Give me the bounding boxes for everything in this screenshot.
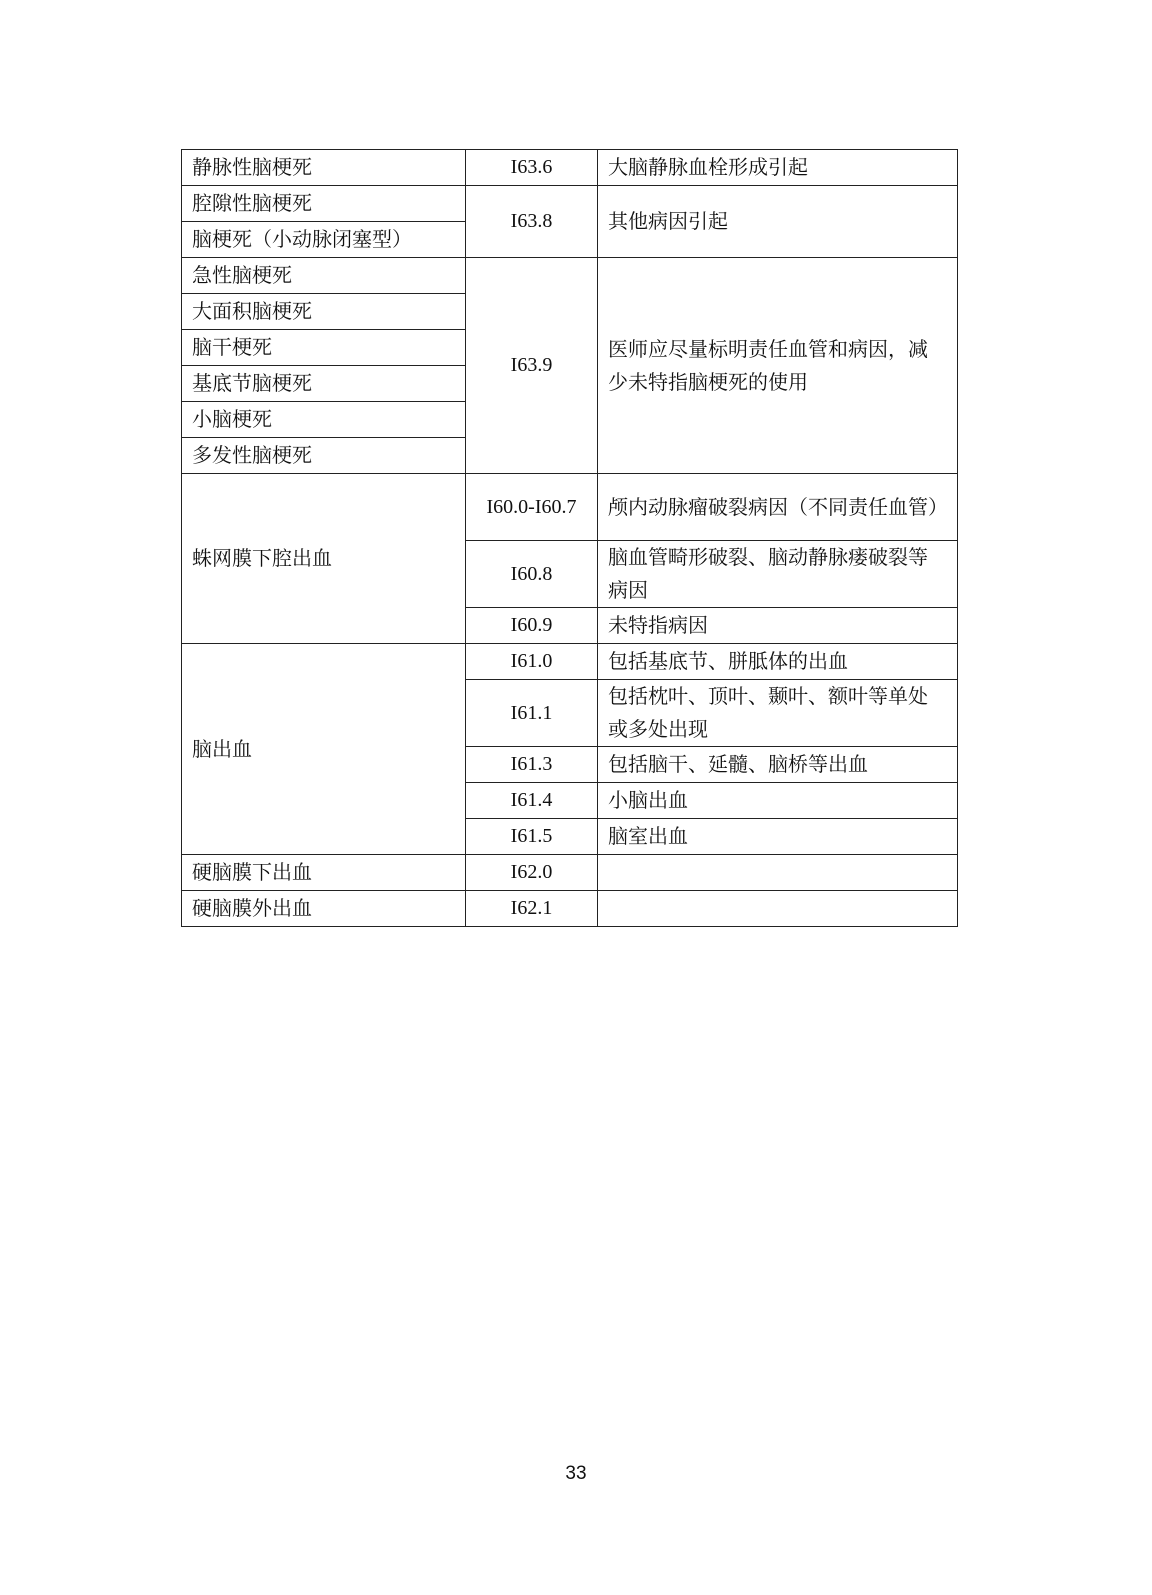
note-cell: 大脑静脉血栓形成引起 xyxy=(598,150,958,186)
table-row xyxy=(182,258,958,294)
icd-code-cell: I61.3 xyxy=(466,747,598,783)
icd-code-cell: I62.0 xyxy=(466,855,598,891)
note-cell: 未特指病因 xyxy=(598,608,958,644)
icd-code-cell: I61.1 xyxy=(466,680,598,747)
note-cell: 包括脑干、延髓、脑桥等出血 xyxy=(598,747,958,783)
icd-code-cell: I61.5 xyxy=(466,819,598,855)
page-number: 33 xyxy=(565,1463,587,1484)
diagnosis-name-cell: 多发性脑梗死 xyxy=(182,438,466,474)
table-row xyxy=(182,855,958,891)
icd-code-cell: I62.1 xyxy=(466,891,598,927)
table-row xyxy=(182,891,958,927)
diagnosis-name-cell: 脑干梗死 xyxy=(182,330,466,366)
icd-code-cell: I60.8 xyxy=(466,541,598,608)
icd-code-cell: I61.4 xyxy=(466,783,598,819)
diagnosis-name-cell: 蛛网膜下腔出血 xyxy=(182,474,466,644)
note-cell xyxy=(598,855,958,891)
table-row xyxy=(182,644,958,680)
note-cell: 颅内动脉瘤破裂病因（不同责任血管） xyxy=(598,474,958,541)
icd-code-cell: I63.9 xyxy=(466,258,598,474)
diagnosis-name-cell: 小脑梗死 xyxy=(182,402,466,438)
note-cell xyxy=(598,891,958,927)
icd-code-cell: I60.0-I60.7 xyxy=(466,474,598,541)
diagnosis-name-cell: 脑梗死（小动脉闭塞型） xyxy=(182,222,466,258)
note-cell: 包括枕叶、顶叶、颞叶、额叶等单处或多处出现 xyxy=(598,680,958,747)
icd-code-cell: I63.6 xyxy=(466,150,598,186)
note-cell: 脑血管畸形破裂、脑动静脉瘘破裂等病因 xyxy=(598,541,958,608)
note-cell: 医师应尽量标明责任血管和病因，减少未特指脑梗死的使用 xyxy=(598,258,958,474)
icd-code-cell: I60.9 xyxy=(466,608,598,644)
diagnosis-name-cell: 硬脑膜下出血 xyxy=(182,855,466,891)
diagnosis-name-cell: 静脉性脑梗死 xyxy=(182,150,466,186)
diagnosis-name-cell: 脑出血 xyxy=(182,644,466,855)
icd-code-cell: I63.8 xyxy=(466,186,598,258)
table-row xyxy=(182,150,958,186)
note-cell: 其他病因引起 xyxy=(598,186,958,258)
icd-code-cell: I61.0 xyxy=(466,644,598,680)
diagnosis-name-cell: 急性脑梗死 xyxy=(182,258,466,294)
note-cell: 包括基底节、胼胝体的出血 xyxy=(598,644,958,680)
table-row xyxy=(182,186,958,222)
diagnosis-name-cell: 大面积脑梗死 xyxy=(182,294,466,330)
diagnosis-name-cell: 基底节脑梗死 xyxy=(182,366,466,402)
note-cell: 小脑出血 xyxy=(598,783,958,819)
diagnosis-name-cell: 腔隙性脑梗死 xyxy=(182,186,466,222)
note-cell: 脑室出血 xyxy=(598,819,958,855)
table-row xyxy=(182,474,958,541)
icd-code-table xyxy=(181,149,958,927)
diagnosis-name-cell: 硬脑膜外出血 xyxy=(182,891,466,927)
